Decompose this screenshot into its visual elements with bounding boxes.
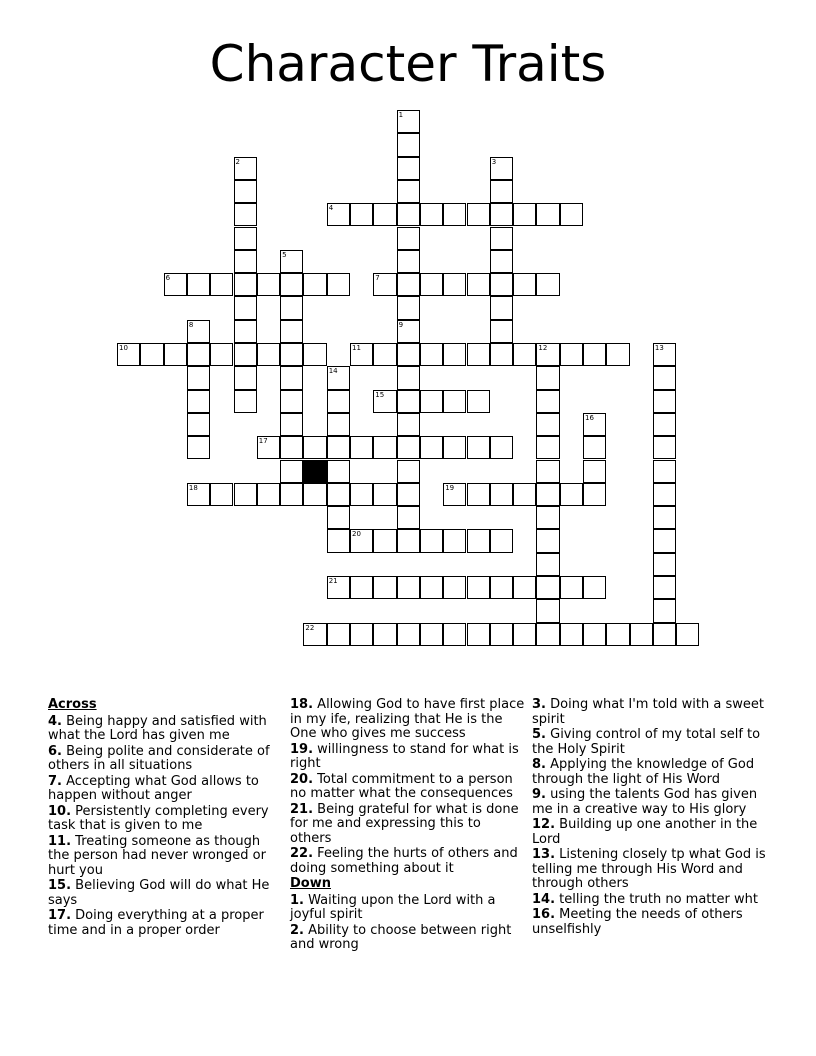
grid-cell[interactable] [467, 529, 490, 552]
grid-cell[interactable] [536, 436, 559, 459]
grid-cell[interactable] [490, 576, 513, 599]
grid-cell[interactable] [490, 483, 513, 506]
grid-cell[interactable] [257, 273, 280, 296]
clue-number: 18. [290, 697, 314, 712]
grid-cell[interactable] [234, 157, 257, 180]
grid-cell[interactable] [606, 623, 629, 646]
across-header: Across [48, 697, 97, 712]
clue-across-17 [48, 909, 273, 938]
puzzle-title: Character Traits [209, 35, 607, 93]
black-cell [303, 460, 326, 483]
grid-cell[interactable] [303, 436, 326, 459]
clue-down-12 [532, 818, 767, 847]
grid-cell[interactable] [187, 436, 210, 459]
grid-cell[interactable] [257, 343, 280, 366]
grid-cell[interactable] [490, 180, 513, 203]
grid-cell[interactable] [234, 320, 257, 343]
grid-cell[interactable] [397, 250, 420, 273]
grid-cell[interactable] [187, 483, 210, 506]
grid-cell[interactable] [327, 506, 350, 529]
grid-cell[interactable] [653, 366, 676, 389]
clue-down-5 [532, 728, 767, 757]
clue-text: Being grateful for what is done for me and expressing this to others [290, 801, 519, 846]
grid-cell[interactable] [327, 390, 350, 413]
grid-cell[interactable] [443, 529, 466, 552]
grid-cell[interactable] [397, 436, 420, 459]
grid-cell[interactable] [536, 413, 559, 436]
grid-cell[interactable] [373, 203, 396, 226]
grid-cell[interactable] [397, 133, 420, 156]
grid-cell[interactable] [234, 180, 257, 203]
cell-number: 1 [398, 111, 404, 119]
clue-number: 8. [532, 757, 546, 772]
grid-cell[interactable] [513, 273, 536, 296]
grid-cell[interactable] [397, 273, 420, 296]
clue-number: 22. [290, 846, 314, 861]
grid-cell[interactable] [443, 576, 466, 599]
clue-down-2 [290, 924, 525, 953]
grid-cell[interactable] [280, 460, 303, 483]
cell-number: 19 [445, 483, 455, 492]
clue-across-21 [290, 803, 525, 847]
grid-cell[interactable] [443, 343, 466, 366]
grid-cell[interactable] [583, 460, 606, 483]
grid-cell[interactable] [397, 320, 420, 343]
cell-number: 2 [235, 157, 240, 166]
grid-cell[interactable] [303, 273, 326, 296]
grid-cell[interactable] [187, 320, 210, 343]
grid-cell[interactable] [490, 296, 513, 319]
grid-cell[interactable] [420, 343, 443, 366]
clue-down-1 [290, 894, 525, 923]
grid-cell[interactable] [234, 483, 257, 506]
clue-text: Waiting upon the Lord with a joyful spirit [290, 892, 496, 922]
grid-cell[interactable] [397, 390, 420, 413]
cell-number: 16 [585, 413, 594, 422]
grid-cell[interactable] [536, 273, 559, 296]
grid-cell[interactable] [583, 483, 606, 506]
grid-cell[interactable] [536, 343, 559, 366]
grid-cell[interactable] [234, 227, 257, 250]
grid-cell[interactable] [397, 110, 420, 133]
grid-cell[interactable] [350, 203, 373, 226]
grid-cell[interactable] [490, 250, 513, 273]
grid-cell[interactable] [164, 273, 187, 296]
grid-cell[interactable] [397, 576, 420, 599]
cell-number: 14 [328, 367, 338, 376]
grid-cell[interactable] [210, 483, 233, 506]
grid-cell[interactable] [536, 390, 559, 413]
grid-cell[interactable] [583, 436, 606, 459]
clue-number: 6. [48, 743, 62, 759]
clue-number: 13. [532, 847, 556, 862]
grid-cell[interactable] [490, 343, 513, 366]
clue-across-20 [290, 773, 525, 802]
grid-cell[interactable] [210, 343, 233, 366]
grid-cell[interactable] [653, 343, 676, 366]
clue-text: using the talents God has given me in a creative way to His glory [532, 787, 758, 817]
grid-cell[interactable] [490, 227, 513, 250]
grid-cell[interactable] [536, 366, 559, 389]
grid-cell[interactable] [397, 483, 420, 506]
grid-cell[interactable] [280, 436, 303, 459]
grid-cell[interactable] [373, 529, 396, 552]
clue-number: 3. [532, 697, 546, 712]
grid-cell[interactable] [676, 623, 699, 646]
clue-number: 1. [290, 892, 304, 908]
clue-number: 20. [290, 771, 314, 787]
clue-number: 14. [532, 891, 556, 907]
grid-cell[interactable] [234, 343, 257, 366]
clue-text: Doing everything at a proper time and in a proper order [48, 908, 264, 938]
grid-cell[interactable] [350, 623, 373, 646]
clue-text: Feeling the hurts of others and doing something about it [290, 846, 518, 876]
grid-cell[interactable] [583, 623, 606, 646]
clue-column-1 [48, 698, 273, 939]
grid-cell[interactable] [234, 296, 257, 319]
grid-cell[interactable] [443, 390, 466, 413]
grid-cell[interactable] [303, 623, 326, 646]
grid-cell[interactable] [467, 390, 490, 413]
grid-cell[interactable] [653, 506, 676, 529]
grid-cell[interactable] [560, 576, 583, 599]
grid-cell[interactable] [653, 460, 676, 483]
clue-number: 11. [48, 833, 72, 849]
clue-number: 9. [532, 787, 546, 802]
grid-cell[interactable] [303, 483, 326, 506]
grid-cell[interactable] [560, 623, 583, 646]
grid-cell[interactable] [187, 343, 210, 366]
grid-cell[interactable] [420, 529, 443, 552]
grid-cell[interactable] [653, 483, 676, 506]
grid-cell[interactable] [583, 343, 606, 366]
grid-cell[interactable] [397, 529, 420, 552]
clue-text: Meeting the needs of others unselfishly [532, 907, 743, 937]
clue-text: Listening closely tp what God is telling me through His Word and through others [532, 847, 766, 891]
grid-cell[interactable] [327, 436, 350, 459]
clue-number: 7. [48, 773, 62, 789]
cell-number: 8 [188, 320, 194, 329]
clue-number: 4. [48, 713, 62, 729]
grid-cell[interactable] [280, 366, 303, 389]
cell-number: 12 [538, 344, 548, 352]
clue-text: Accepting what God allows to happen without anger [48, 773, 259, 803]
grid-cell[interactable] [490, 623, 513, 646]
grid-cell[interactable] [653, 436, 676, 459]
grid-cell[interactable] [397, 296, 420, 319]
grid-cell[interactable] [513, 483, 536, 506]
grid-cell[interactable] [443, 203, 466, 226]
clue-text: Allowing God to have first place in my ife, realizing that He is the One who gives me success [290, 697, 525, 741]
clue-text: Persistently completing every task that is given to me [48, 803, 269, 833]
grid-cell[interactable] [490, 203, 513, 226]
clue-down-9 [532, 788, 767, 817]
grid-cell[interactable] [420, 273, 443, 296]
grid-cell[interactable] [653, 553, 676, 576]
clue-text: Being polite and considerate of others in all situations [48, 743, 270, 773]
grid-cell[interactable] [327, 203, 350, 226]
cell-number: 21 [328, 577, 338, 585]
grid-cell[interactable] [350, 436, 373, 459]
grid-cell[interactable] [467, 273, 490, 296]
clue-across-22 [290, 847, 525, 876]
grid-cell[interactable] [234, 273, 257, 296]
grid-cell[interactable] [606, 343, 629, 366]
grid-cell[interactable] [280, 296, 303, 319]
clue-text: telling the truth no matter wht [559, 891, 758, 907]
grid-cell[interactable] [140, 343, 163, 366]
grid-cell[interactable] [490, 157, 513, 180]
cell-number: 5 [282, 250, 287, 259]
grid-cell[interactable] [513, 203, 536, 226]
grid-cell[interactable] [420, 390, 443, 413]
grid-cell[interactable] [513, 576, 536, 599]
grid-cell[interactable] [280, 320, 303, 343]
clue-text: Applying the knowledge of God through the light of His Word [532, 757, 755, 787]
grid-cell[interactable] [327, 529, 350, 552]
grid-cell[interactable] [536, 553, 559, 576]
clue-text: Believing God will do what He says [48, 878, 270, 908]
clue-number: 19. [290, 741, 314, 757]
grid-cell[interactable] [536, 483, 559, 506]
grid-cell[interactable] [234, 366, 257, 389]
grid-cell[interactable] [327, 460, 350, 483]
grid-cell[interactable] [327, 623, 350, 646]
grid-cell[interactable] [164, 343, 187, 366]
cell-number: 20 [352, 530, 361, 539]
clue-number: 17. [48, 908, 72, 923]
grid-cell[interactable] [467, 576, 490, 599]
grid-cell[interactable] [560, 203, 583, 226]
grid-cell[interactable] [257, 483, 280, 506]
grid-cell[interactable] [373, 483, 396, 506]
grid-cell[interactable] [280, 390, 303, 413]
grid-cell[interactable] [373, 273, 396, 296]
clue-down-3 [532, 698, 767, 727]
grid-cell[interactable] [536, 460, 559, 483]
grid-cell[interactable] [560, 483, 583, 506]
grid-cell[interactable] [397, 180, 420, 203]
grid-cell[interactable] [350, 483, 373, 506]
cell-number: 10 [119, 344, 128, 352]
grid-cell[interactable] [187, 390, 210, 413]
grid-cell[interactable] [467, 343, 490, 366]
grid-cell[interactable] [397, 343, 420, 366]
grid-cell[interactable] [536, 506, 559, 529]
grid-cell[interactable] [490, 273, 513, 296]
grid-cell[interactable] [513, 623, 536, 646]
clue-text: Being happy and satisfied with what the Lord has given me [48, 713, 267, 743]
cell-number: 3 [491, 157, 497, 166]
grid-cell[interactable] [397, 157, 420, 180]
clue-text: Building up one another in the Lord [532, 817, 758, 847]
grid-cell[interactable] [280, 273, 303, 296]
cell-number: 7 [375, 274, 380, 283]
grid-cell[interactable] [187, 366, 210, 389]
grid-cell[interactable] [397, 506, 420, 529]
grid-cell[interactable] [443, 483, 466, 506]
clue-number: 12. [532, 817, 556, 832]
clue-column-3 [532, 698, 767, 938]
grid-cell[interactable] [397, 366, 420, 389]
cell-number: 6 [165, 274, 171, 283]
clue-number: 10. [48, 803, 72, 819]
grid-cell[interactable] [303, 343, 326, 366]
clue-down-14 [532, 893, 767, 908]
grid-cell[interactable] [350, 343, 373, 366]
clue-across-10 [48, 805, 273, 834]
grid-cell[interactable] [536, 576, 559, 599]
clue-number: 5. [532, 727, 546, 742]
clue-text: Giving control of my total self to the Holy Spirit [532, 727, 761, 757]
grid-cell[interactable] [280, 483, 303, 506]
grid-cell[interactable] [234, 203, 257, 226]
grid-cell[interactable] [327, 413, 350, 436]
clue-across-19 [290, 743, 525, 772]
cell-number: 4 [328, 204, 334, 213]
grid-cell[interactable] [187, 273, 210, 296]
grid-cell[interactable] [490, 320, 513, 343]
grid-cell[interactable] [630, 623, 653, 646]
clue-number: 21. [290, 801, 314, 817]
cell-number: 13 [654, 344, 664, 352]
grid-cell[interactable] [443, 623, 466, 646]
grid-cell[interactable] [653, 599, 676, 622]
clue-text: Ability to choose between right and wrong [290, 922, 512, 952]
grid-cell[interactable] [210, 273, 233, 296]
cell-number: 15 [375, 390, 385, 399]
grid-cell[interactable] [280, 343, 303, 366]
grid-cell[interactable] [397, 203, 420, 226]
grid-cell[interactable] [653, 413, 676, 436]
grid-cell[interactable] [653, 529, 676, 552]
clue-number: 15. [48, 878, 72, 893]
grid-cell[interactable] [536, 623, 559, 646]
clue-across-18 [290, 698, 525, 742]
grid-cell[interactable] [467, 623, 490, 646]
clue-text: Treating someone as though the person had never wronged or hurt you [48, 833, 266, 878]
cell-number: 22 [305, 623, 315, 632]
cell-number: 17 [258, 437, 268, 446]
clue-number: 16. [532, 907, 556, 922]
clue-across-7 [48, 775, 273, 804]
grid-cell[interactable] [397, 227, 420, 250]
grid-cell[interactable] [443, 273, 466, 296]
grid-cell[interactable] [327, 576, 350, 599]
grid-cell[interactable] [117, 343, 140, 366]
grid-cell[interactable] [467, 203, 490, 226]
clue-text: Total commitment to a person no matter what the consequences [290, 771, 513, 801]
grid-cell[interactable] [257, 436, 280, 459]
grid-cell[interactable] [536, 599, 559, 622]
clue-across-11 [48, 835, 273, 879]
grid-cell[interactable] [560, 343, 583, 366]
grid-cell[interactable] [397, 460, 420, 483]
cell-number: 11 [352, 344, 361, 352]
grid-cell[interactable] [327, 483, 350, 506]
clue-number: 2. [290, 922, 304, 938]
clue-down-8 [532, 758, 767, 787]
grid-cell[interactable] [350, 576, 373, 599]
grid-cell[interactable] [373, 436, 396, 459]
grid-cell[interactable] [420, 623, 443, 646]
clue-across-6 [48, 745, 273, 774]
grid-cell[interactable] [536, 529, 559, 552]
grid-cell[interactable] [280, 413, 303, 436]
grid-cell[interactable] [467, 483, 490, 506]
grid-cell[interactable] [420, 203, 443, 226]
grid-cell[interactable] [397, 623, 420, 646]
grid-cell[interactable] [373, 343, 396, 366]
cell-number: 18 [188, 483, 198, 492]
clue-across-4 [48, 715, 273, 744]
grid-cell[interactable] [653, 623, 676, 646]
down-header: Down [290, 876, 331, 891]
grid-cell[interactable] [327, 366, 350, 389]
grid-cell[interactable] [280, 250, 303, 273]
grid-cell[interactable] [490, 436, 513, 459]
grid-cell[interactable] [234, 390, 257, 413]
grid-cell[interactable] [536, 203, 559, 226]
grid-cell[interactable] [373, 623, 396, 646]
grid-cell[interactable] [187, 413, 210, 436]
grid-cell[interactable] [350, 529, 373, 552]
grid-cell[interactable] [327, 273, 350, 296]
grid-cell[interactable] [583, 576, 606, 599]
grid-cell[interactable] [443, 436, 466, 459]
clue-text: Doing what I'm told with a sweet spirit [532, 697, 764, 727]
grid-cell[interactable] [420, 436, 443, 459]
grid-cell[interactable] [653, 390, 676, 413]
grid-cell[interactable] [467, 436, 490, 459]
clue-text: willingness to stand for what is right [290, 741, 519, 771]
grid-cell[interactable] [583, 413, 606, 436]
grid-cell[interactable] [234, 250, 257, 273]
clue-down-13 [532, 848, 767, 892]
clue-across-15 [48, 879, 273, 908]
grid-cell[interactable] [373, 576, 396, 599]
grid-cell[interactable] [653, 576, 676, 599]
grid-cell[interactable] [490, 529, 513, 552]
grid-cell[interactable] [397, 413, 420, 436]
grid-cell[interactable] [513, 343, 536, 366]
cell-number: 9 [398, 320, 404, 329]
grid-cell[interactable] [420, 576, 443, 599]
clue-column-2 [290, 698, 525, 954]
grid-cell[interactable] [373, 390, 396, 413]
clue-down-16 [532, 908, 767, 937]
